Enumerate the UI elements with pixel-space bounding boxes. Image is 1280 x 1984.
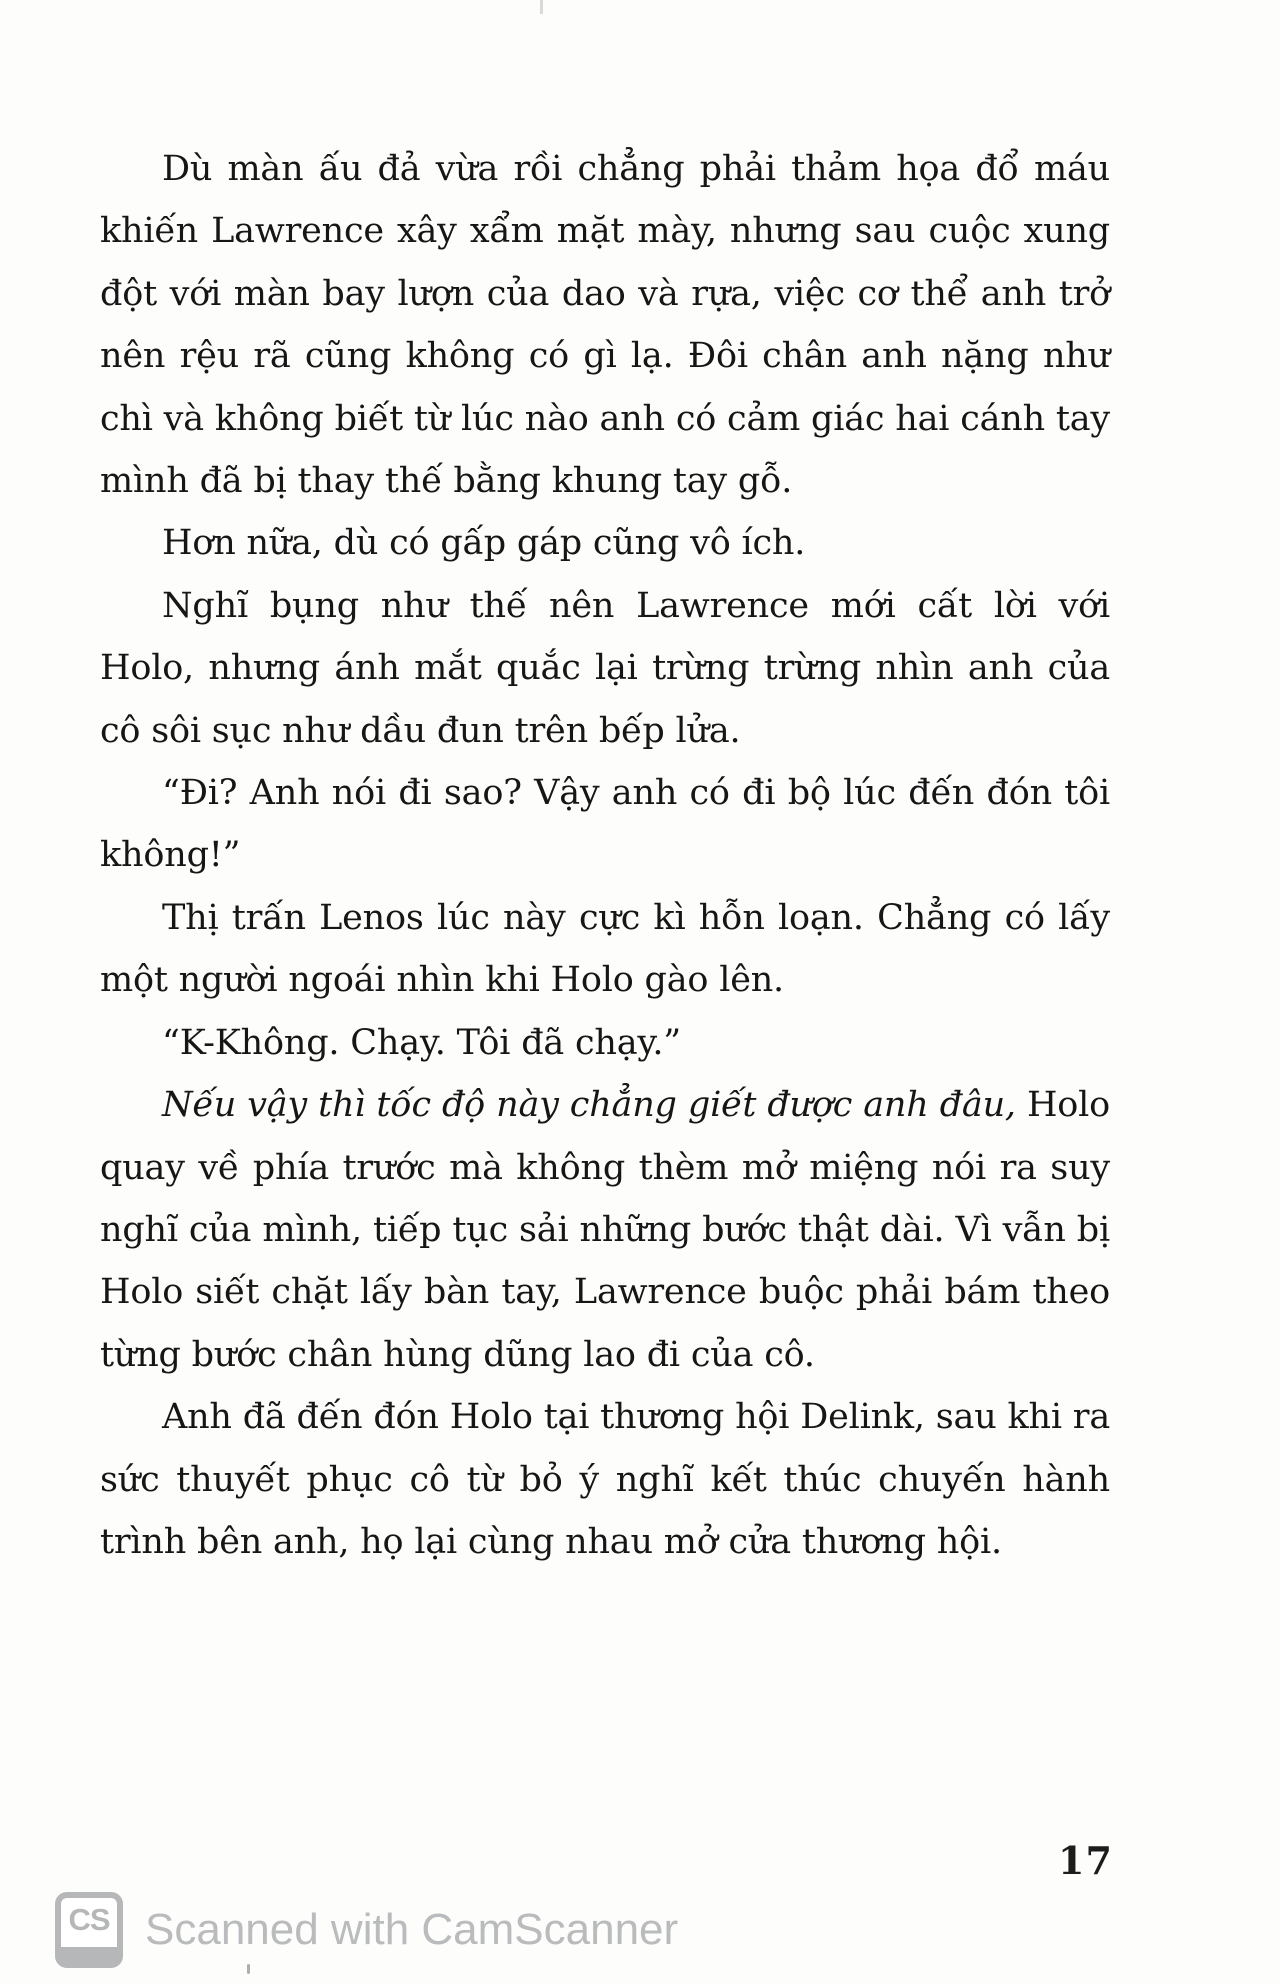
paragraph-8: Anh đã đến đón Holo tại thương hội Delink, sau khi ra sức thuyết phục cô từ bỏ ý nghĩ kết thúc chuyến hành trình bên anh, họ lại cùng nhau mở cửa thương hội. bbox=[100, 1397, 1110, 1562]
italic-inner-thought: Nếu vậy thì tốc độ này chẳng giết được anh đâu, bbox=[162, 1085, 1027, 1126]
paragraph-7 bbox=[100, 1074, 1110, 1386]
paragraph-5: Thị trấn Lenos lúc này cực kì hỗn loạn. Chẳng có lấy một người ngoái nhìn khi Holo gào lên. bbox=[100, 897, 1110, 1001]
page-number: 17 bbox=[1058, 1838, 1113, 1883]
scan-artifact-bottom bbox=[247, 1964, 250, 1974]
paragraph-6-dialogue: “K-Không. Chạy. Tôi đã chạy.” bbox=[162, 1022, 681, 1063]
scan-artifact-top bbox=[540, 0, 543, 14]
paragraph-4-dialogue: “Đi? Anh nói đi sao? Vậy anh có đi bộ lúc đến đón tôi không!” bbox=[100, 773, 1110, 876]
paragraph-7-continuation: Holo quay về phía trước mà không thèm mở miệng nói ra suy nghĩ của mình, tiếp tục sải những bước thật dài. Vì vẫn bị Holo siết chặt lấy bàn tay, Lawrence buộc phải bám theo từng bước chân hùng dũng lao đi của cô. bbox=[100, 1085, 1110, 1375]
page-text-block bbox=[100, 138, 1110, 1573]
paragraph-1: Dù màn ấu đả vừa rồi chẳng phải thảm họa đổ máu khiến Lawrence xây xẩm mặt mày, nhưng sau cuộc xung đột với màn bay lượn của dao và rựa, việc cơ thể anh trở nên rệu rã cũng không có gì lạ. Đôi chân anh nặng như chì và không biết từ lúc nào anh có cảm giác hai cánh tay mình đã bị thay thế bằng khung tay gỗ. bbox=[100, 149, 1110, 502]
camscanner-icon bbox=[55, 1892, 123, 1968]
watermark-text: Scanned with CamScanner bbox=[145, 1905, 679, 1954]
camscanner-icon-base bbox=[61, 1947, 117, 1962]
paragraph-2: Hơn nữa, dù có gấp gáp cũng vô ích. bbox=[162, 523, 806, 564]
camscanner-icon-label: CS bbox=[68, 1902, 110, 1937]
camscanner-watermark bbox=[55, 1892, 678, 1968]
paragraph-3: Nghĩ bụng như thế nên Lawrence mới cất lời với Holo, nhưng ánh mắt quắc lại trừng trừng nhìn anh của cô sôi sục như dầu đun trên bếp lửa. bbox=[100, 585, 1110, 751]
